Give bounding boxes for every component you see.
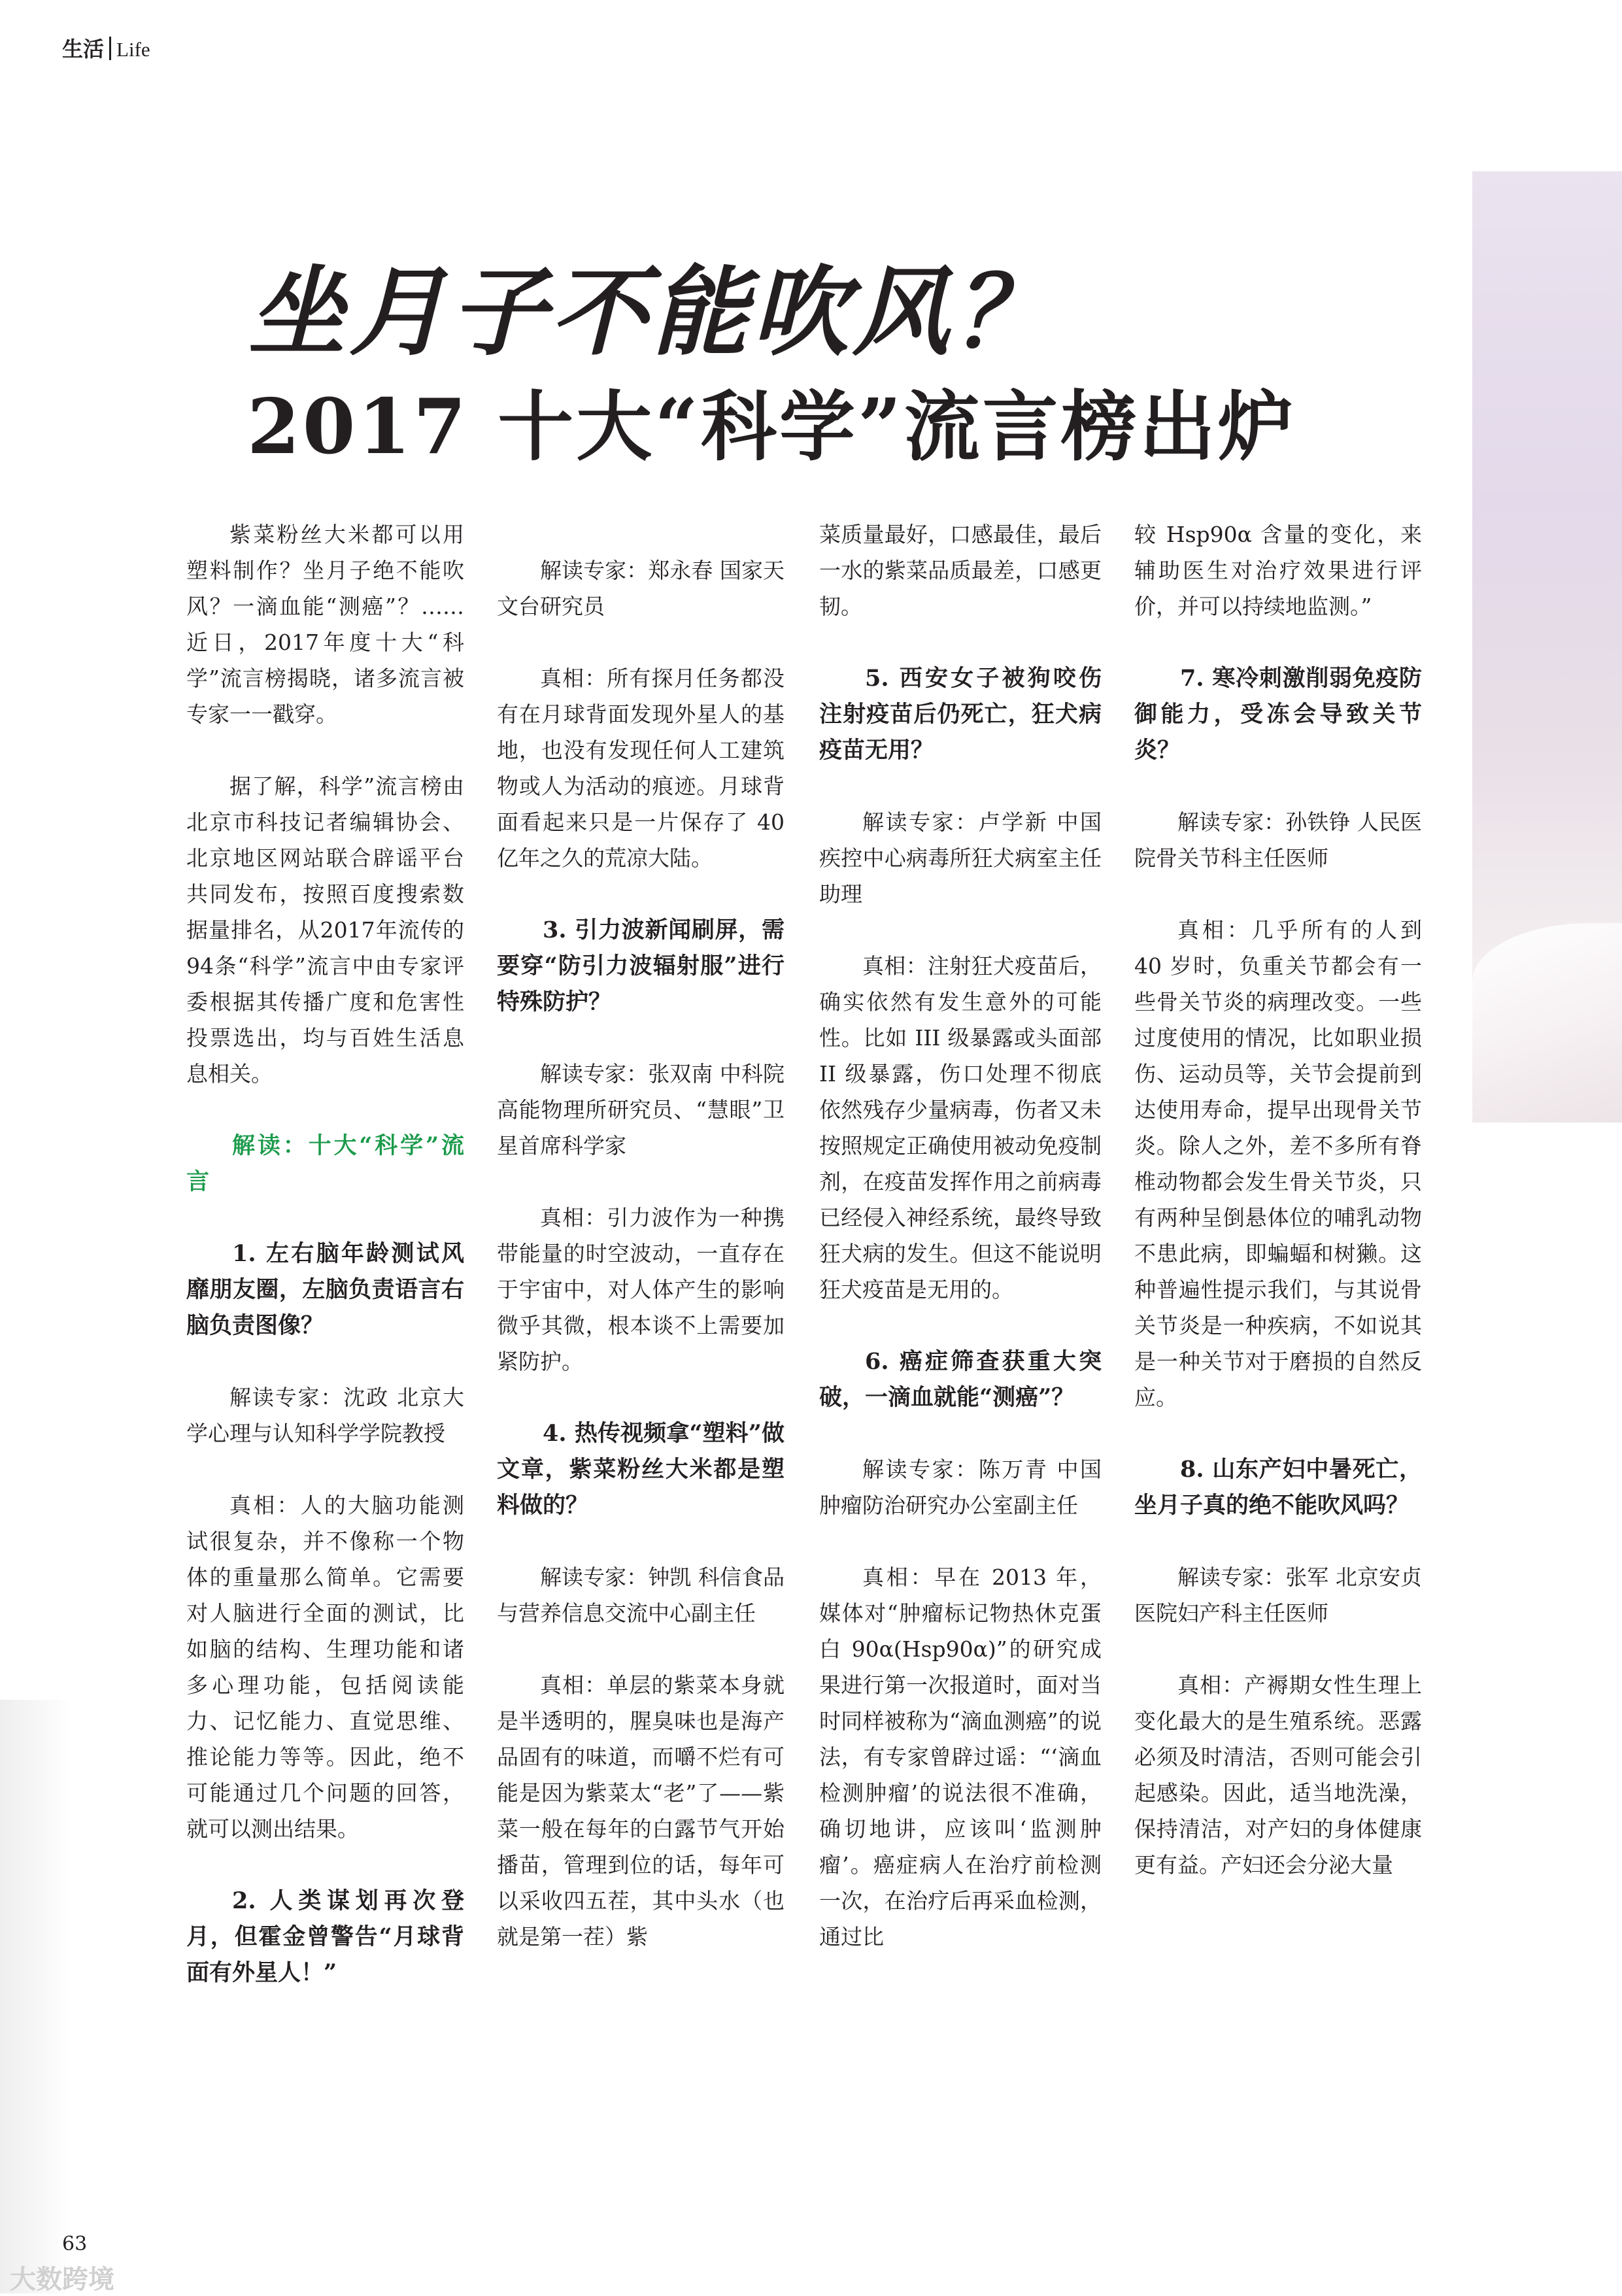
column-1 [186, 516, 464, 2027]
column-4 [1134, 516, 1422, 1919]
pillow-shape [1472, 923, 1622, 1123]
paragraph-continued: 菜质量最好，口感最佳，最后一水的紫菜品质最差，口感更韧。 [819, 522, 1102, 619]
side-photo [1472, 171, 1622, 1123]
expert-line: 解读专家：张双南 中科院高能物理所研究员、“慧眼”卫星首席科学家 [497, 1061, 785, 1158]
truth-paragraph: 真相：早在 2013 年，媒体对“肿瘤标记物热休克蛋白 90α(Hsp90α)”的研究成果进行第一次报道时，面对当时同样被称为“滴血测癌”的说法，有专家曾辟过谣：“‘滴血检测肿瘤’的说法很不准确，确切地讲，应该叫‘监测肿瘤’。癌症病人在治疗前检测一次，在治疗后再采血检测，通过比 [819, 1564, 1102, 1950]
item-heading-1: 1. 左右脑年龄测试风靡朋友圈，左脑负责语言右脑负责图像？ [186, 1240, 464, 1339]
item-heading-3: 3. 引力波新闻刷屏，需要穿“防引力波辐射服”进行特殊防护？ [497, 917, 785, 1015]
column-3 [819, 516, 1102, 1991]
expert-line: 解读专家：卢学新 中国疾控中心病毒所狂犬病室主任助理 [819, 809, 1102, 907]
item-heading-8: 8. 山东产妇中暑死亡，坐月子真的绝不能吹风吗？ [1134, 1456, 1422, 1519]
truth-paragraph: 真相：人的大脑功能测试很复杂，并不像称一个物体的重量那么简单。它需要对人脑进行全面的测试，比如脑的结构、生理功能和诸多心理功能，包括阅读能力、记忆能力、直觉思维、推论能力等等。因此，绝不可能通过几个问题的回答，就可以测出结果。 [186, 1493, 464, 1842]
expert-line: 解读专家：郑永春 国家天文台研究员 [497, 558, 785, 619]
page-number: 63 [62, 2233, 88, 2255]
expert-line: 解读专家：沈政 北京大学心理与认知科学学院教授 [186, 1385, 464, 1446]
item-heading-5: 5. 西安女子被狗咬伤注射疫苗后仍死亡，狂犬病疫苗无用？ [819, 665, 1102, 764]
section-heading: 解读：十大“科学”流言 [186, 1132, 464, 1195]
item-heading-2: 2. 人类谋划再次登月，但霍金曾警告“月球背面有外星人！” [186, 1887, 464, 1986]
section-label: 生活 [62, 37, 105, 61]
item-heading-7: 7. 寒冷刺激削弱免疫防御能力，受冻会导致关节炎？ [1134, 665, 1422, 764]
divider [109, 37, 111, 60]
truth-paragraph: 真相：注射狂犬疫苗后，确实依然有发生意外的可能性。比如 III 级暴露或头面部 II 级暴露，伤口处理不彻底依然残存少量病毒，伤者又未按照规定正确使用被动免疫制剂，在疫苗发挥作用之前病毒已经侵入神经系统，最终导致狂犬病的发生。但这不能说明狂犬疫苗是无用的。 [819, 953, 1102, 1302]
intro-paragraph: 紫菜粉丝大米都可以用塑料制作？坐月子绝不能吹风？一滴血能“测癌”？……近日，2017年度十大“科学”流言榜揭晓，诸多流言被专家一一戳穿。 [186, 522, 464, 727]
truth-paragraph: 真相：所有探月任务都没有在月球背面发现外星人的基地，也没有发现任何人工建筑物或人为活动的痕迹。月球背面看起来只是一片保存了 40 亿年之久的荒凉大陆。 [497, 666, 785, 871]
title-line-2: 2017 十大“科学”流言榜出炉 [247, 382, 1296, 471]
paragraph-continued: 较 Hsp90α 含量的变化，来辅助医生对治疗效果进行评价，并可以持续地监测。” [1134, 522, 1422, 619]
section-label-en: Life [116, 38, 150, 61]
paragraph: 据了解，科学”流言榜由北京市科技记者编辑协会、北京地区网站联合辟谣平台共同发布，按照百度搜索数据量排名，从2017年流传的94条“科学”流言中由专家评委根据其传播广度和危害性投票选出，均与百姓生活息息相关。 [186, 773, 464, 1087]
item-heading-4: 4. 热传视频拿“塑料”做文章，紫菜粉丝大米都是塑料做的？ [497, 1420, 785, 1519]
column-2 [497, 516, 785, 1991]
truth-paragraph: 真相：单层的紫菜本身就是半透明的，腥臭味也是海产品固有的味道，而嚼不烂有可能是因为紫菜太“老”了——紫菜一般在每年的白露节气开始播苗，管理到位的话，每年可以采收四五茬，其中头水（也就是第一茬）紫 [497, 1672, 785, 1950]
background-shade [0, 1700, 72, 2293]
title-line-1: 坐月子不能吹风？ [248, 256, 1054, 369]
truth-paragraph: 真相：引力波作为一种携带能量的时空波动，一直存在于宇宙中，对人体产生的影响微乎其微，根本谈不上需要加紧防护。 [497, 1205, 785, 1374]
item-heading-6: 6. 癌症筛查获重大突破，一滴血就能“测癌”？ [819, 1348, 1102, 1411]
expert-line: 解读专家：钟凯 科信食品与营养信息交流中心副主任 [497, 1564, 785, 1626]
expert-line: 解读专家：张军 北京安贞医院妇产科主任医师 [1134, 1564, 1422, 1626]
truth-paragraph: 真相：产褥期女性生理上变化最大的是生殖系统。恶露必须及时清洁，否则可能会引起感染。因此，适当地洗澡，保持清洁，对产妇的身体健康更有益。产妇还会分泌大量 [1134, 1672, 1422, 1878]
watermark: 大数跨境 [10, 2265, 114, 2295]
expert-line: 解读专家：孙铁铮 人民医院骨关节科主任医师 [1134, 809, 1422, 871]
expert-line: 解读专家：陈万青 中国肿瘤防治研究办公室副主任 [819, 1457, 1102, 1518]
section-header [62, 33, 150, 63]
truth-paragraph: 真相：几乎所有的人到 40 岁时，负重关节都会有一些骨关节炎的病理改变。一些过度使用的情况，比如职业损伤、运动员等，关节会提前到达使用寿命，提早出现骨关节炎。除人之外，差不多所有脊椎动物都会发生骨关节炎，只有两种呈倒悬体位的哺乳动物不患此病，即蝙蝠和树獭。这种普遍性提示我们，与其说骨关节炎是一种疾病，不如说其是一种关节对于磨损的自然反应。 [1134, 917, 1422, 1410]
